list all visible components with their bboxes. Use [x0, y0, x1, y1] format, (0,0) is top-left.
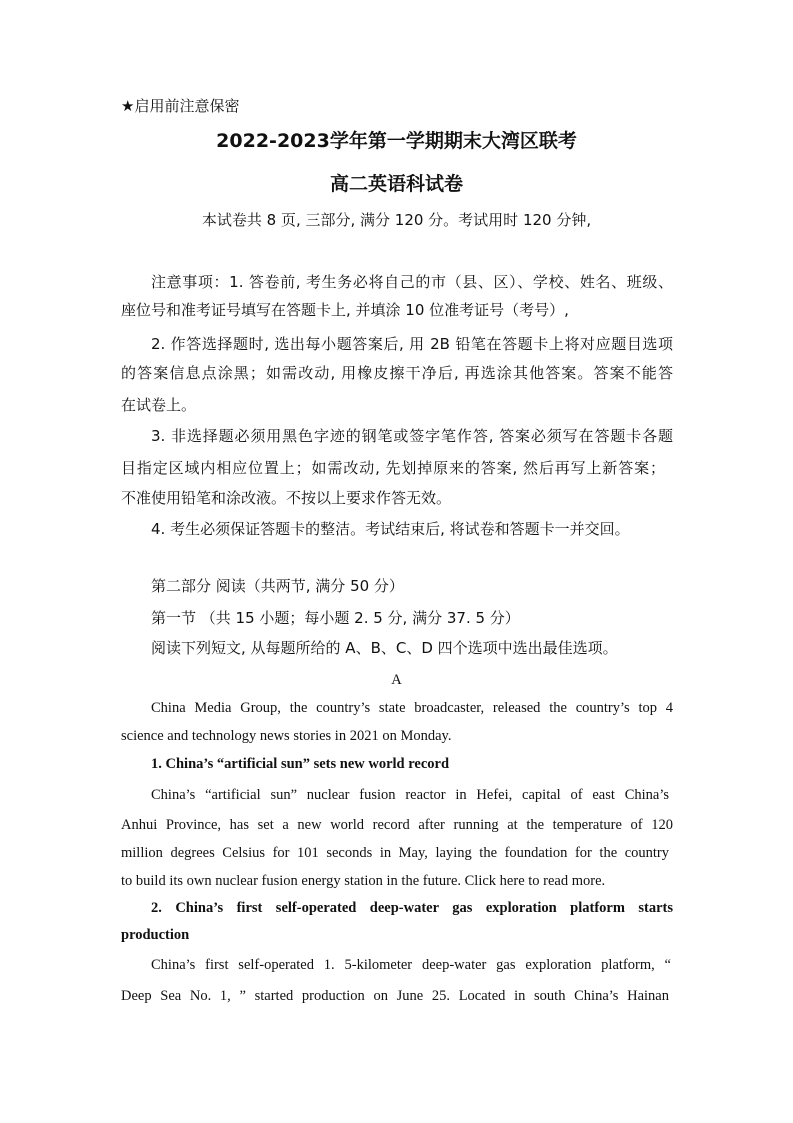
notes-line-3: 2. 作答选择题时, 选出每小题答案后, 用 2B 铅笔在答题卡上将对应题目选项 [151, 335, 673, 353]
notes-line-2: 座位号和准考证号填写在答题卡上, 并填涂 10 位准考证号（考号）, [121, 301, 569, 319]
exam-subtitle: 高二英语科试卷 [329, 173, 463, 195]
notes-line-1: 注意事项：1. 答卷前, 考生务必将自己的市（县、区）、学校、姓名、班级、 [151, 273, 673, 291]
passage-intro-line-2: science and technology news stories in 2021 on Monday. [121, 728, 452, 744]
passage-intro-line-1: China Media Group, the country’s state broadcaster, released the country’s top 4 [151, 700, 673, 716]
news-heading-1: 1. China’s “artificial sun” sets new world record [151, 756, 450, 772]
news-1-line-1: China’s “artificial sun” nuclear fusion reactor in Hefei, capital of east China’s [151, 787, 669, 803]
notes-line-4: 的答案信息点涂黑；如需改动, 用橡皮擦干净后, 再选涂其他答案。答案不能答 [121, 364, 673, 382]
passage-label: A [391, 672, 402, 688]
news-heading-2-line-2: production [121, 927, 190, 943]
confidential-note: ★启用前注意保密 [121, 97, 240, 115]
reading-instruction: 阅读下列短文, 从每题所给的 A、B、C、D 四个选项中选出最佳选项。 [151, 639, 618, 657]
notes-line-5: 在试卷上。 [121, 396, 197, 414]
part-heading: 第二部分 阅读（共两节, 满分 50 分） [151, 577, 404, 595]
notes-line-6: 3. 非选择题必须用黑色字迹的钢笔或签字笔作答, 答案必须写在答题卡各题 [151, 427, 673, 445]
exam-title: 2022-2023学年第一学期期末大湾区联考 [216, 130, 577, 152]
news-2-line-1: China’s first self-operated 1. 5-kilometer deep-water gas exploration platform, “ [151, 957, 671, 973]
news-1-line-3: million degrees Celsius for 101 seconds in May, laying the foundation for the country [121, 845, 669, 861]
exam-info: 本试卷共 8 页, 三部分, 满分 120 分。考试用时 120 分钟, [201, 211, 592, 229]
notes-line-8: 不准使用铅笔和涂改液。不按以上要求作答无效。 [121, 489, 452, 507]
notes-line-7: 目指定区域内相应位置上；如需改动, 先划掉原来的答案, 然后再写上新答案； [121, 459, 665, 477]
subsection-heading: 第一节 （共 15 小题；每小题 2. 5 分, 满分 37. 5 分） [151, 609, 520, 627]
news-2-line-2: Deep Sea No. 1, ” started production on June 25. Located in south China’s Hainan [121, 988, 669, 1004]
news-1-line-2: Anhui Province, has set a new world record after running at the temperature of 120 [121, 817, 673, 833]
news-1-line-4: to build its own nuclear fusion energy station in the future. Click here to read more. [121, 873, 606, 889]
notes-line-9: 4. 考生必须保证答题卡的整洁。考试结束后, 将试卷和答题卡一并交回。 [151, 520, 630, 538]
news-heading-2-line-1: 2. China’s first self-operated deep-water gas exploration platform starts [151, 900, 673, 916]
